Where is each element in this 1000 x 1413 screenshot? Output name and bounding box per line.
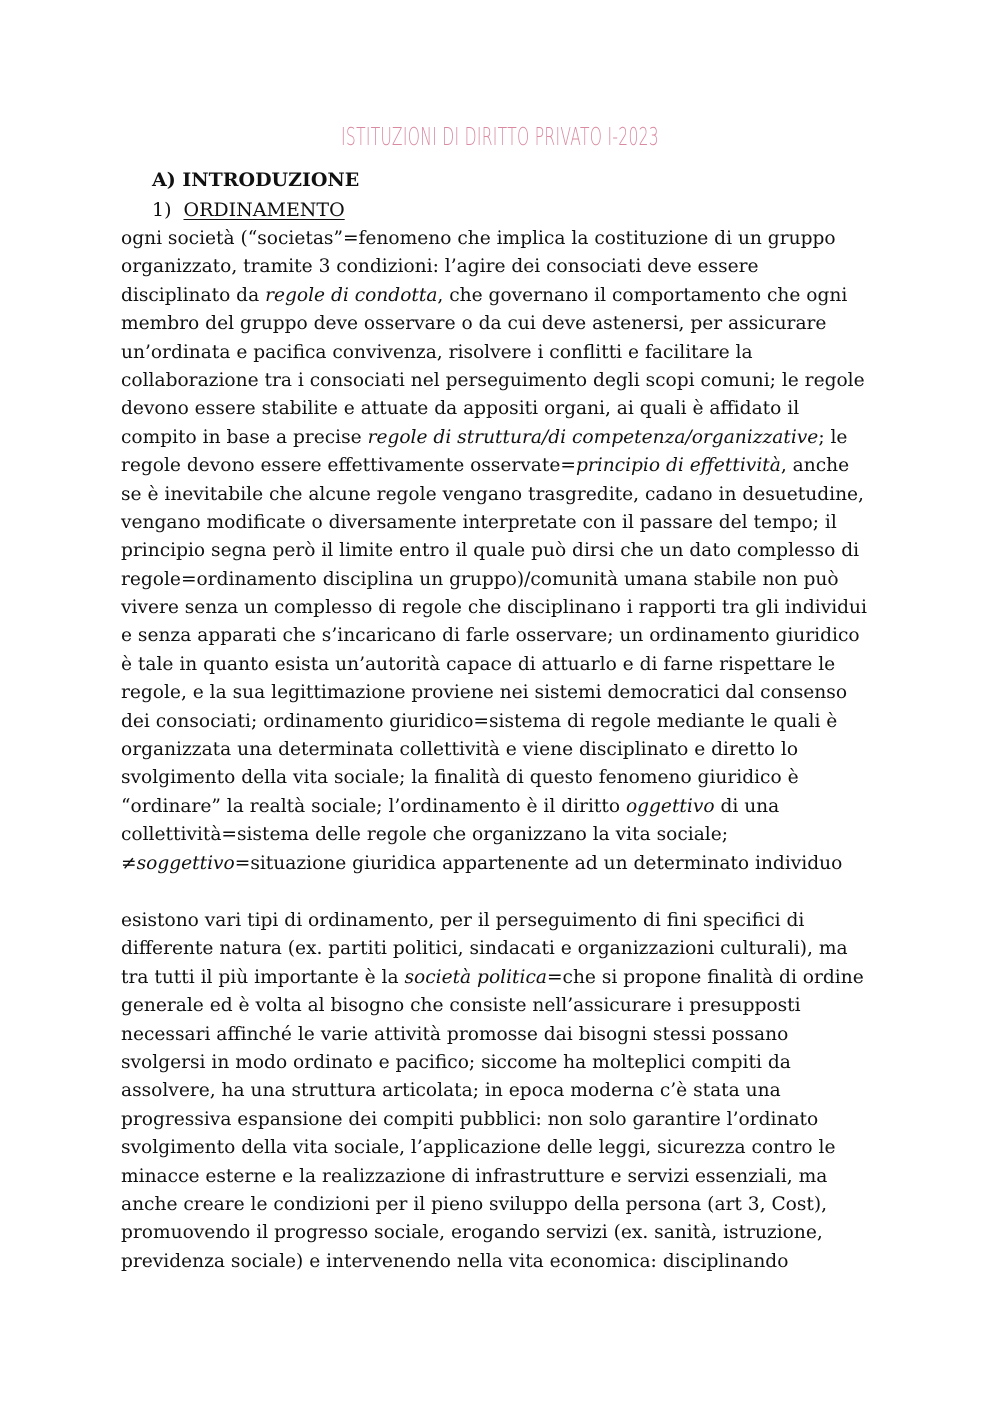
subsection-number: 1): [152, 199, 172, 221]
text-run: devono essere stabilite e attuate da appositi organi, ai quali è affidato il: [121, 398, 800, 420]
text-run: , anche: [780, 455, 850, 477]
text-line: [121, 481, 891, 509]
text-run: dei consociati; ordinamento giuridico=sistema di regole mediante le quali è: [121, 710, 838, 732]
text-line: [121, 1021, 891, 1049]
text-line: [121, 992, 891, 1020]
text-run: anche creare le condizioni per il pieno sviluppo della persona (art 3, Cost),: [121, 1193, 828, 1215]
text-run: esistono vari tipi di ordinamento, per il perseguimento di fini specifici di: [121, 910, 805, 931]
text-line: [121, 339, 891, 367]
text-line: [121, 964, 891, 992]
text-run: vivere senza un complesso di regole che disciplinano i rapporti tra gli individui: [121, 597, 867, 619]
text-run: regole, e la sua legittimazione proviene nei sistemi democratici dal consenso: [121, 682, 848, 704]
text-line: [121, 1248, 891, 1276]
text-run: previdenza sociale) e intervenendo nella vita economica: disciplinando: [121, 1250, 789, 1272]
subsection-label: ORDINAMENTO: [183, 199, 345, 221]
text-run: collaborazione tra i consociati nel perseguimento degli scopi comuni; le regole: [121, 369, 865, 391]
text-line: [121, 253, 891, 281]
text-run: minacce esterne e la realizzazione di infrastrutture e servizi essenziali, ma: [121, 1165, 828, 1187]
text-run: e senza apparati che s’incaricano di farle osservare; un ordinamento giuridico: [121, 625, 860, 647]
paragraph-1: [121, 225, 891, 878]
text-run: necessari affinché le varie attività promosse dai bisogni stessi possano: [121, 1023, 789, 1045]
text-line: [121, 821, 891, 849]
text-run: svolgimento della vita sociale; la finalità di questo fenomeno giuridico è: [121, 767, 799, 789]
text-run: è tale in quanto esista un’autorità capace di attuarlo e di farne rispettare le: [121, 653, 836, 675]
text-line: [121, 1191, 891, 1219]
text-run: assolvere, ha una struttura articolata; in epoca moderna c’è stata una: [121, 1080, 781, 1102]
text-line: [121, 793, 891, 821]
text-line: [121, 452, 891, 480]
text-line: [121, 736, 891, 764]
text-run: principio segna però il limite entro il quale può dirsi che un dato complesso di: [121, 540, 860, 562]
text-line: [121, 708, 891, 736]
text-run: ; le: [818, 426, 848, 448]
text-line: [121, 907, 891, 935]
text-run: “ordinare” la realtà sociale; l’ordinamento è il diritto: [121, 795, 626, 817]
text-line: [121, 537, 891, 565]
text-line: [121, 651, 891, 679]
italic-term: principio di effettività: [575, 455, 781, 477]
text-run: membro del gruppo deve osservare o da cui deve astenersi, per assicurare: [121, 313, 827, 335]
text-run: ≠: [121, 852, 137, 874]
text-line: [121, 509, 891, 537]
text-line: [121, 310, 891, 338]
italic-term: regole di struttura/di competenza/organizzative: [367, 426, 819, 448]
text-run: progressiva espansione dei compiti pubblici: non solo garantire l’ordinato: [121, 1108, 819, 1130]
text-run: collettività=sistema delle regole che organizzano la vita sociale;: [121, 824, 728, 846]
section-heading: A) INTRODUZIONE: [152, 169, 360, 191]
italic-term: società politica: [404, 966, 547, 988]
text-line: [121, 1134, 891, 1162]
text-line: [121, 1163, 891, 1191]
text-run: generale ed è volta al bisogno che consiste nell’assicurare i presupposti: [121, 995, 801, 1017]
text-run: differente natura (ex. partiti politici, sindacati e organizzazioni culturali), ma: [121, 938, 848, 960]
text-run: regole devono essere effettivamente osservate=: [121, 455, 576, 477]
text-run: un’ordinata e pacifica convivenza, risolvere i conflitti e facilitare la: [121, 341, 753, 363]
text-run: ogni società (“societas”=fenomeno che implica la costituzione di un gruppo: [121, 228, 836, 249]
text-run: promuovendo il progresso sociale, erogando servizi (ex. sanità, istruzione,: [121, 1222, 823, 1244]
text-line: [121, 850, 891, 878]
text-run: organizzata una determinata collettività e viene disciplinato e diretto lo: [121, 739, 799, 761]
document-title: ISTITUZIONI DI DIRITTO PRIVATO I-2023: [341, 122, 659, 151]
text-line: [121, 1077, 891, 1105]
italic-term: oggettivo: [625, 795, 715, 817]
text-run: =che si propone finalità di ordine: [546, 966, 864, 988]
text-run: compito in base a precise: [121, 426, 368, 448]
text-run: svolgersi in modo ordinato e pacifico; siccome ha molteplici compiti da: [121, 1051, 791, 1073]
text-line: [121, 395, 891, 423]
text-line: [121, 225, 891, 253]
text-line: [121, 1049, 891, 1077]
italic-term: regole di condotta: [265, 284, 438, 306]
text-run: se è inevitabile che alcune regole vengano trasgredite, cadano in desuetudine,: [121, 483, 864, 505]
text-run: disciplinato da: [121, 284, 266, 306]
text-line: [121, 1219, 891, 1247]
text-run: svolgimento della vita sociale, l’applicazione delle leggi, sicurezza contro le: [121, 1137, 836, 1159]
text-line: [121, 622, 891, 650]
text-run: =situazione giuridica appartenente ad un determinato individuo: [234, 852, 843, 874]
text-run: organizzato, tramite 3 condizioni: l’agire dei consociati deve essere: [121, 256, 759, 278]
italic-term: soggettivo: [136, 852, 235, 874]
text-run: , che governano il comportamento che ogni: [437, 284, 848, 306]
text-line: [121, 1106, 891, 1134]
paragraph-2: [121, 907, 891, 1276]
text-line: [121, 424, 891, 452]
text-line: [121, 594, 891, 622]
text-line: [121, 367, 891, 395]
text-run: regole=ordinamento disciplina un gruppo)/comunità umana stabile non può: [121, 568, 839, 590]
text-run: di una: [714, 795, 780, 817]
text-line: [121, 282, 891, 310]
text-run: tra tutti il più importante è la: [121, 966, 405, 988]
text-line: [121, 935, 891, 963]
subsection-heading: [152, 199, 345, 221]
text-line: [121, 566, 891, 594]
text-line: [121, 764, 891, 792]
text-run: vengano modificate o diversamente interpretate con il passare del tempo; il: [121, 511, 837, 533]
text-line: [121, 679, 891, 707]
